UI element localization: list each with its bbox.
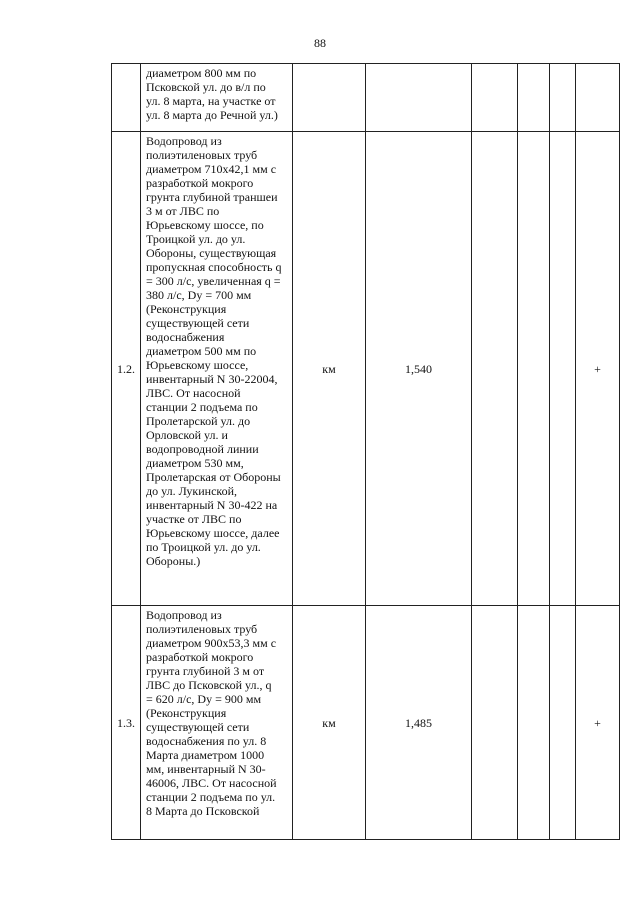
row-value	[366, 64, 472, 132]
empty-cell	[550, 132, 576, 606]
row-number: 1.2.	[112, 132, 141, 606]
row-description: Водопровод из полиэтиленовых труб диаметром 900х53,3 мм с разработкой мокрого грунта глубиной 3 м от ЛВС до Псковской ул., q = 620 л/с, Dy = 900 мм (Реконструкция существующей сети водоснабжения по ул. 8 Марта диаметром 1000 мм, инвентарный N 30- 46006, ЛВС. От насосной станции 2 подъема по ул. 8 Марта до Псковской	[141, 606, 293, 840]
empty-cell	[518, 606, 550, 840]
empty-cell	[518, 64, 550, 132]
row-unit	[293, 64, 366, 132]
row-mark: +	[576, 132, 620, 606]
row-mark: +	[576, 606, 620, 840]
row-value: 1,540	[366, 132, 472, 606]
empty-cell	[472, 132, 518, 606]
empty-cell	[518, 132, 550, 606]
row-number	[112, 64, 141, 132]
row-unit: км	[293, 132, 366, 606]
row-value: 1,485	[366, 606, 472, 840]
empty-cell	[550, 606, 576, 840]
table-row	[112, 132, 620, 606]
empty-cell	[472, 606, 518, 840]
table-row	[112, 606, 620, 840]
row-description: диаметром 800 мм по Псковской ул. до в/л по ул. 8 марта, на участке от ул. 8 марта до Речной ул.)	[141, 64, 293, 132]
row-unit: км	[293, 606, 366, 840]
empty-cell	[472, 64, 518, 132]
data-table	[111, 63, 620, 840]
row-mark	[576, 64, 620, 132]
page-number: 88	[314, 36, 326, 50]
row-number: 1.3.	[112, 606, 141, 840]
empty-cell	[550, 64, 576, 132]
row-description: Водопровод из полиэтиленовых труб диаметром 710х42,1 мм с разработкой мокрого грунта глубиной траншеи 3 м от ЛВС по Юрьевскому шоссе, по Троицкой ул. до ул. Обороны, существующая пропускная способность q = 300 л/с, увеличенная q = 380 л/с, Dy = 700 мм (Реконструкция существующей сети водоснабжения диаметром 500 мм по Юрьевскому шоссе, инвентарный N 30-22004, ЛВС. От насосной станции 2 подъема по Пролетарской ул. до Орловской ул. и водопроводной линии диаметром 530 мм, Пролетарская от Обороны до ул. Лукинской, инвентарный N 30-422 на участке от ЛВС по Юрьевскому шоссе, далее по Троицкой ул. до ул. Обороны.)	[141, 132, 293, 606]
table-row	[112, 64, 620, 132]
